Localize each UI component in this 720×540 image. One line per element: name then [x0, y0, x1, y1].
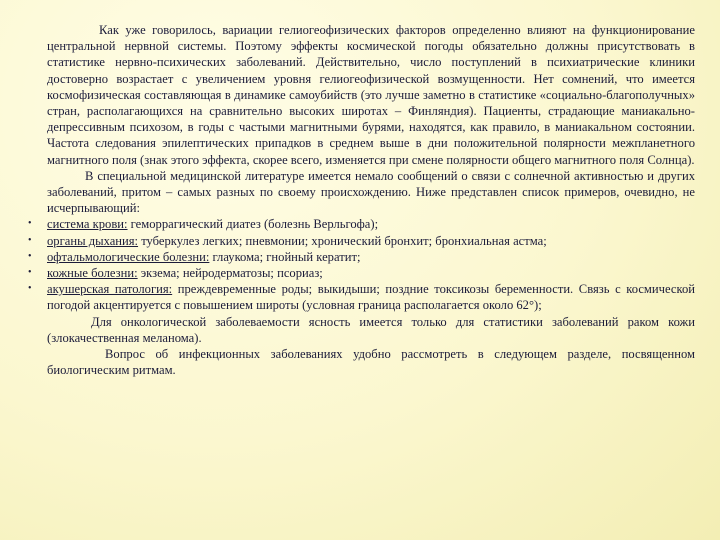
list-item-text: экзема; нейродерматозы; псориаз; — [137, 266, 323, 281]
list-item-term: офтальмологические болезни: — [47, 249, 210, 264]
paragraph-literature: В специальной медицинской литературе имеется немало сообщений о связи с солнечной активностью и других заболеваний, притом – самых разных по своему происхождению. Ниже представлен список примеров, очевидно, не исчерпывающий: — [47, 168, 695, 216]
list-item-term: акушерская патология: — [47, 282, 173, 297]
paragraph-oncology: Для онкологической заболеваемости ясность имеется только для статистики заболеваний раком кожи (злокачественная меланома). — [47, 314, 695, 345]
paragraph-intro: Как уже говорилось, вариации гелиогеофизических факторов определенно влияют на функционирование центральной нервной системы. Поэтому эффекты космической погоды обязательно должны присутствовать в статистике нервно-психических заболеваний. Действительно, число поступлений в психиатрические клиники достоверно возрастает с увеличением уровня гелиогеофизической возмущенности. Нет сомнений, что имеется космофизическая составляющая в динамике самоубийств (это лучше заметно в статистике «социально-благополучных» стран, располагающихся на сравнительно высоких широтах – Финляндия). Пациенты, страдающие маниакально-депрессивным психозом, в годы с частыми магнитными бурями, находятся, как правило, в маниакальном состоянии. Частота следования эпилептических припадков в среднем выше в дни положительной полярности межпланетного магнитного поля (знак этого эффекта, скорее всего, изменяется при смене полярности общего магнитного поля Солнца). — [47, 23, 695, 167]
list-item — [28, 216, 695, 232]
list-item-term: органы дыхания: — [47, 233, 139, 248]
list-item — [28, 265, 695, 281]
list-item-text: глаукома; гнойный кератит; — [209, 249, 361, 264]
list-item-text: геморрагический диатез (болезнь Верльгофа); — [127, 217, 379, 232]
list-item — [28, 233, 695, 249]
list-item-term: система крови: — [47, 217, 128, 232]
list-item-text: преждевременные роды; выкидыши; поздние токсикозы беременности. Связь с космической погодой акцентируется с повышением широты (условная граница располагается около 62°); — [47, 282, 695, 313]
bullet-icon: • — [28, 283, 32, 295]
paragraph-infections: Вопрос об инфекционных заболеваниях удобно рассмотреть в следующем разделе, посвященном биологическим ритмам. — [47, 347, 695, 378]
list-item — [28, 249, 695, 265]
document-body — [28, 22, 695, 378]
bullet-icon: • — [28, 234, 32, 246]
bullet-icon: • — [28, 218, 32, 230]
list-item-text: туберкулез легких; пневмонии; хронический бронхит; бронхиальная астма; — [138, 233, 547, 248]
disease-list — [28, 216, 695, 313]
list-item-term: кожные болезни: — [47, 266, 138, 281]
bullet-icon: • — [28, 250, 32, 262]
list-item — [28, 281, 695, 313]
bullet-icon: • — [28, 267, 32, 279]
